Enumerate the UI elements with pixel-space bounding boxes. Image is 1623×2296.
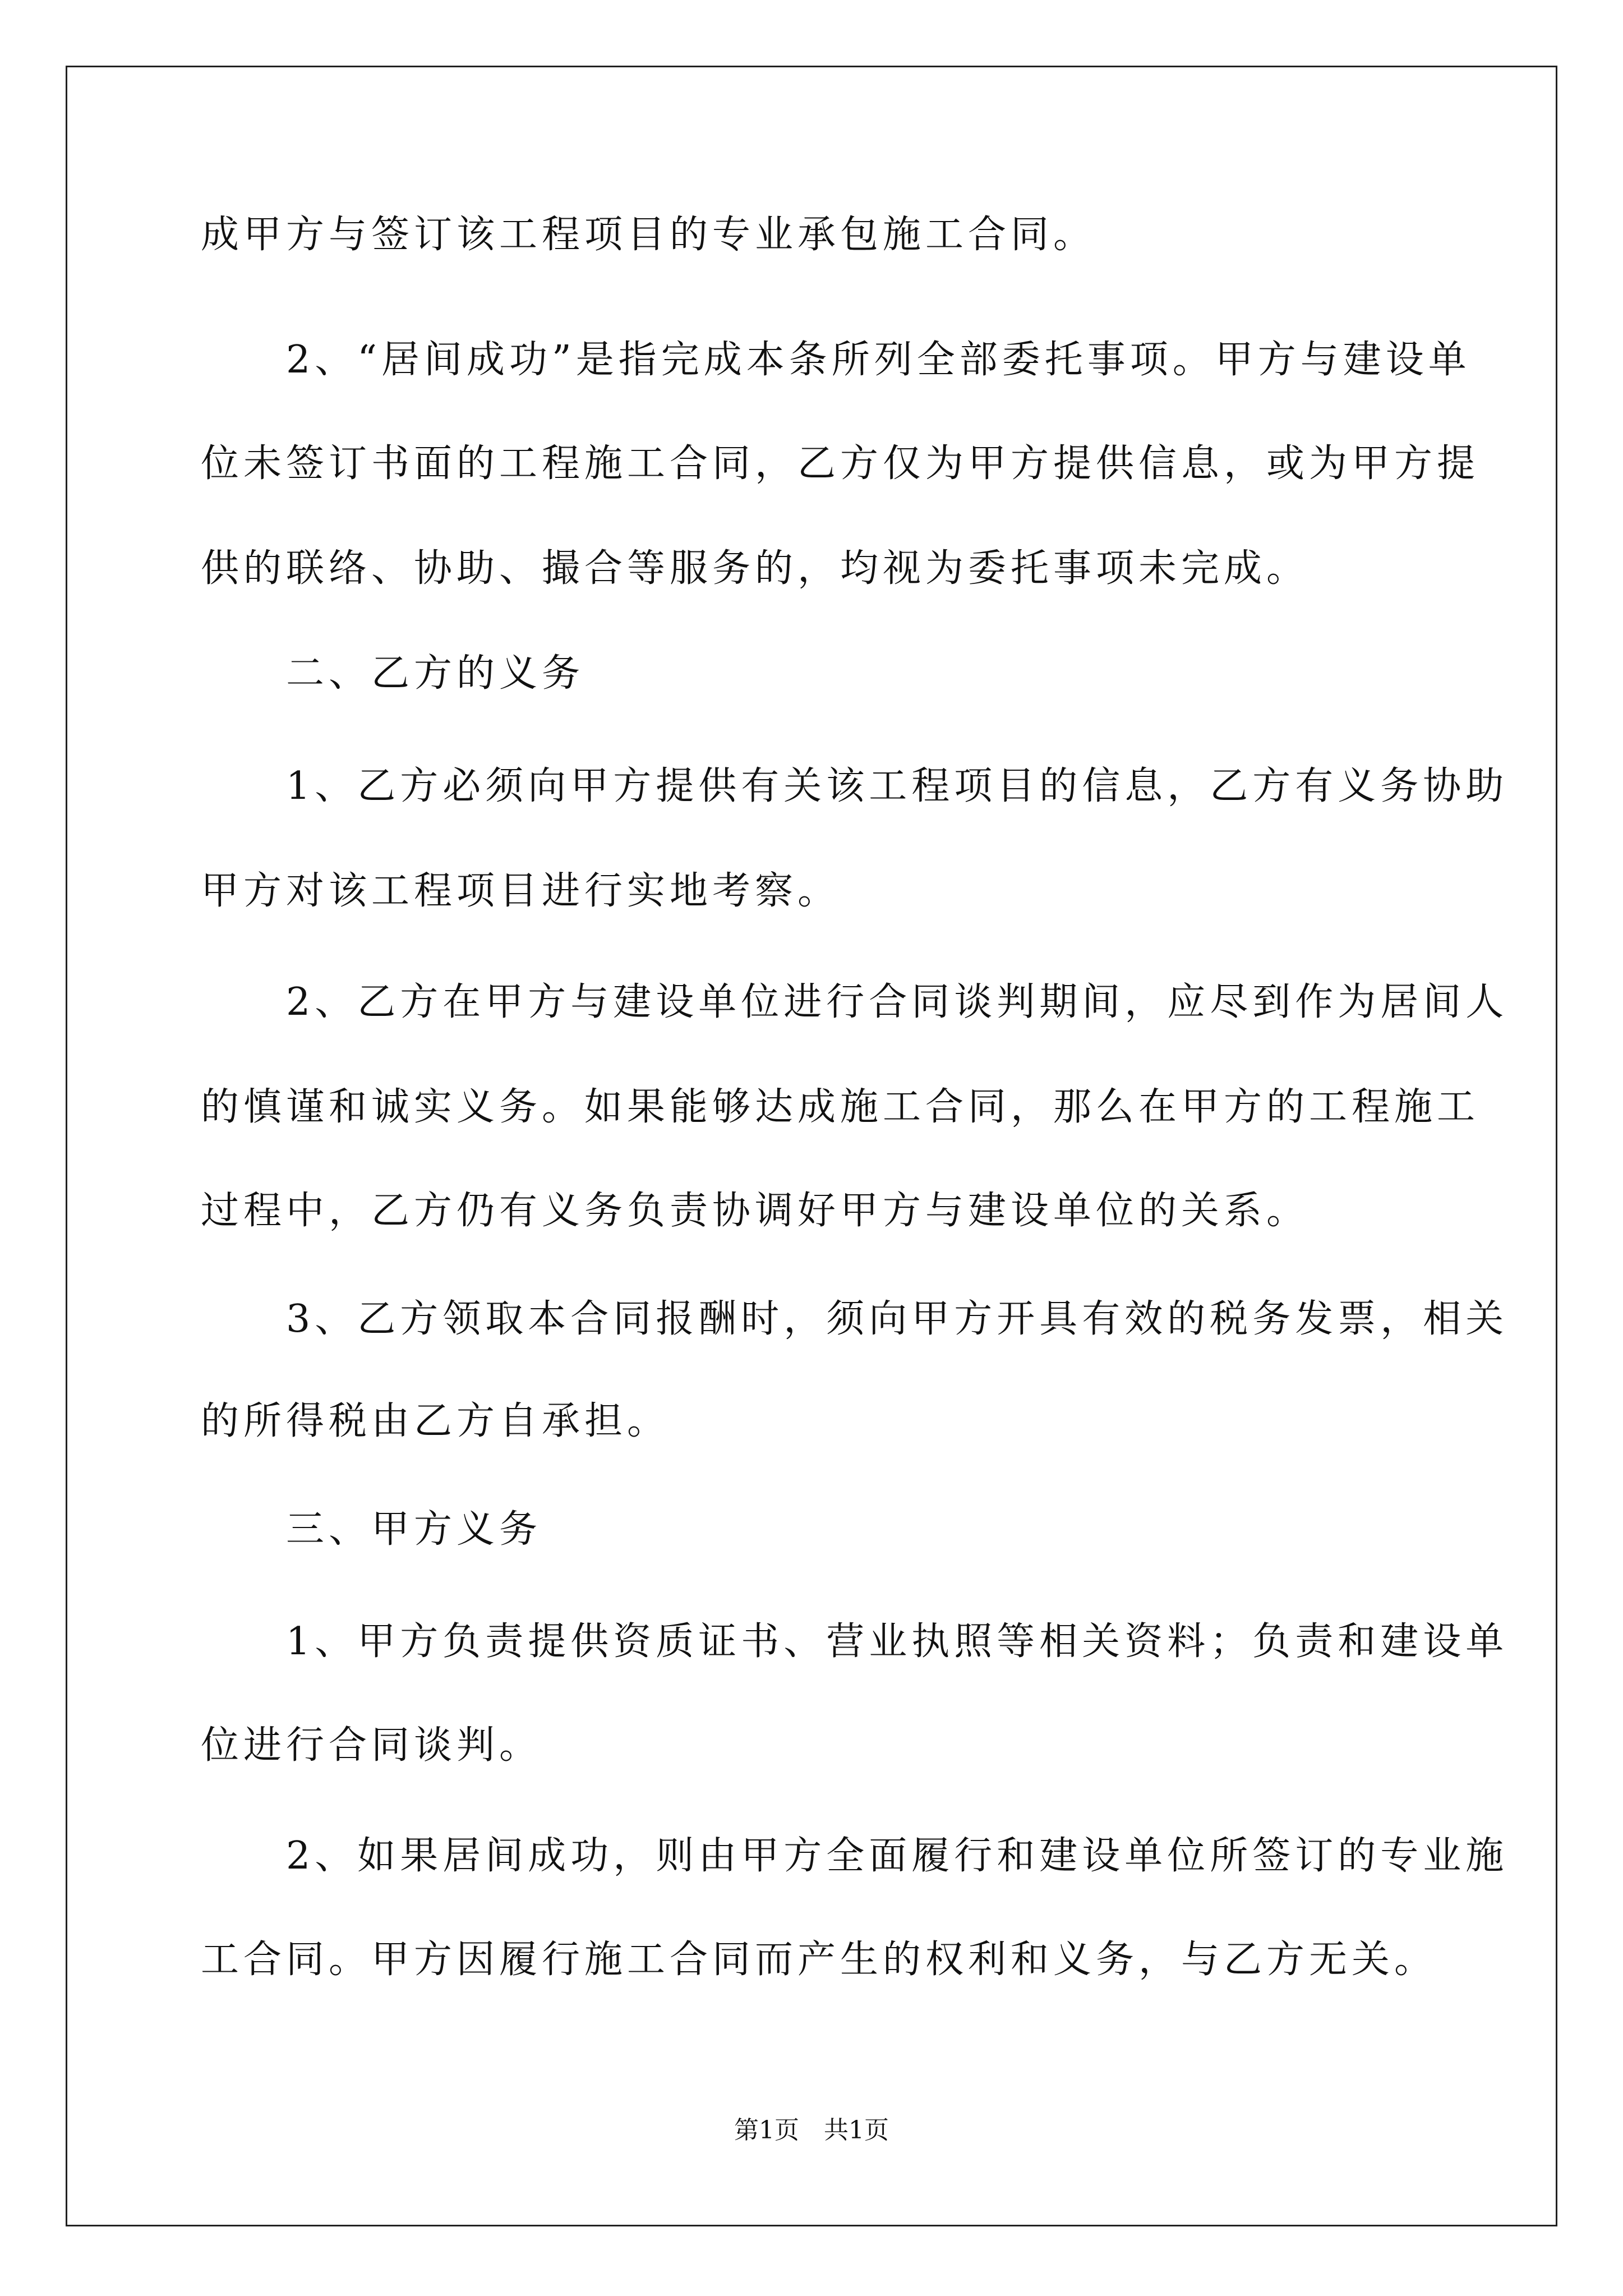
section-heading: 二、乙方的义务 <box>201 651 585 696</box>
page-border <box>66 66 1557 2226</box>
text-line: 甲方对该工程项目进行实地考察。 <box>201 869 841 913</box>
text-line: 成甲方与签订该工程项目的专业承包施工合同。 <box>201 213 1096 257</box>
text-line: 2、如果居间成功，则由甲方全面履行和建设单位所签订的专业施 <box>201 1834 1509 1878</box>
text-line: 的所得税由乙方自承担。 <box>201 1399 670 1443</box>
text-line: 工合同。甲方因履行施工合同而产生的权利和义务，与乙方无关。 <box>201 1938 1437 1982</box>
text-line: 的慎谨和诚实义务。如果能够达成施工合同，那么在甲方的工程施工 <box>201 1085 1480 1129</box>
text-line: 3、乙方领取本合同报酬时，须向甲方开具有效的税务发票，相关 <box>201 1297 1509 1341</box>
text-line: 过程中，乙方仍有义务负责协调好甲方与建设单位的关系。 <box>201 1189 1310 1233</box>
text-line: 1、甲方负责提供资质证书、营业执照等相关资料；负责和建设单 <box>201 1619 1509 1664</box>
text-line: 2、“居间成功”是指完成本条所列全部委托事项。甲方与建设单 <box>201 338 1471 382</box>
text-line: 供的联络、协助、撮合等服务的，均视为委托事项未完成。 <box>201 546 1310 591</box>
text-line: 2、乙方在甲方与建设单位进行合同谈判期间，应尽到作为居间人 <box>201 980 1509 1024</box>
text-line: 位进行合同谈判。 <box>201 1723 542 1768</box>
section-heading: 三、甲方义务 <box>201 1507 542 1552</box>
text-line: 1、乙方必须向甲方提供有关该工程项目的信息，乙方有义务协助 <box>201 764 1509 808</box>
text-line: 位未签订书面的工程施工合同，乙方仅为甲方提供信息，或为甲方提 <box>201 441 1480 486</box>
page-footer: 第1页 共1页 <box>734 2116 889 2145</box>
